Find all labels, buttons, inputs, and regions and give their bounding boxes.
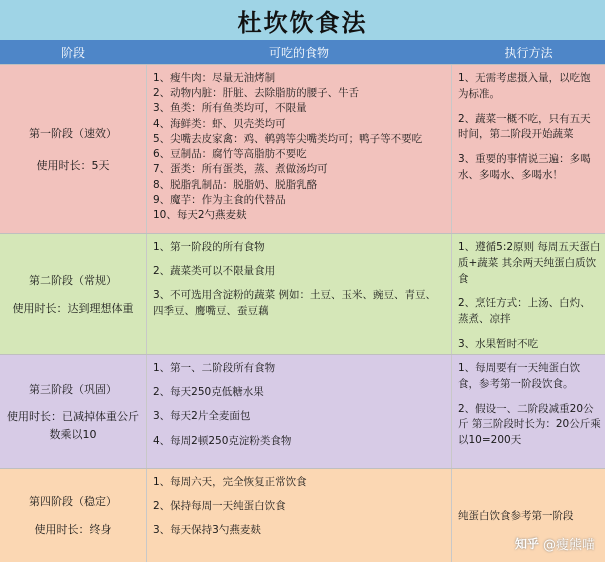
method-item: 2、假设一、二阶段减重20公斤 第三阶段时长为：20公斤乘以10=200天 bbox=[458, 402, 601, 446]
table-header bbox=[0, 40, 605, 64]
stage-cell bbox=[0, 355, 146, 469]
watermark-author: @瘦熊喵 bbox=[542, 538, 595, 553]
method-item: 纯蛋白饮食参考第一阶段 bbox=[458, 509, 574, 522]
stage-name: 第四阶段（稳定） bbox=[29, 494, 117, 508]
food-cell bbox=[146, 469, 452, 562]
stage-name: 第一阶段（速效） bbox=[29, 126, 117, 140]
food-cell bbox=[146, 355, 452, 469]
food-item: 3、鱼类：所有鱼类均可，不限量 bbox=[153, 102, 307, 115]
method-item: 1、无需考虑摄入量，以吃饱为标准。 bbox=[458, 72, 591, 100]
method-item: 1、遵循5:2原则 每周五天蛋白质+蔬菜 其余两天纯蛋白质饮食 bbox=[458, 241, 601, 285]
food-item: 7、蛋类：所有蛋类，蒸、煮做汤均可 bbox=[153, 163, 328, 176]
method-item: 3、重要的事情说三遍：多喝水、多喝水、多喝水！ bbox=[458, 153, 591, 181]
food-item: 2、蔬菜类可以不限量食用 bbox=[153, 265, 276, 278]
food-item: 9、魔芋：作为主食的代替品 bbox=[153, 193, 286, 206]
table-row-stage-1 bbox=[0, 64, 605, 234]
stage-cell bbox=[0, 234, 146, 355]
stage-duration: 使用时长：5天 bbox=[36, 158, 110, 172]
header-food: 可吃的食物 bbox=[268, 45, 329, 60]
stage-name: 第三阶段（巩固） bbox=[29, 382, 117, 396]
stage-cell bbox=[0, 469, 146, 562]
method-item: 3、水果暂时不吃 bbox=[458, 337, 539, 350]
method-item: 1、每周要有一天纯蛋白饮食，参考第一阶段饮食。 bbox=[458, 362, 581, 390]
stage-duration: 使用时长：终身 bbox=[34, 522, 112, 536]
food-item: 3、每天2片全麦面包 bbox=[153, 410, 251, 423]
header-method: 执行方法 bbox=[504, 45, 553, 60]
food-item: 10、每天2勺燕麦麸 bbox=[153, 208, 247, 221]
food-item: 1、每周六天，完全恢复正常饮食 bbox=[153, 476, 307, 488]
food-item: 6、豆制品：腐竹等高脂肪不要吃 bbox=[153, 148, 307, 161]
food-cell bbox=[146, 65, 452, 234]
stage-duration: 使用时长：已减掉体重公斤数乘以10 bbox=[7, 410, 139, 441]
food-item: 3、每天保持3勺燕麦麸 bbox=[153, 524, 261, 537]
header-stage: 阶段 bbox=[60, 45, 85, 60]
stage-cell bbox=[0, 65, 146, 234]
food-item: 8、脱脂乳制品：脱脂奶、脱脂乳酪 bbox=[153, 178, 318, 191]
stage-duration: 使用时长：达到理想体重 bbox=[12, 301, 134, 315]
method-item: 2、蔬菜一概不吃，只有五天时间，第二阶段开始蔬菜 bbox=[458, 112, 591, 141]
food-item: 2、每天250克低糖水果 bbox=[153, 386, 264, 399]
table-row-stage-2 bbox=[0, 233, 605, 355]
food-cell bbox=[146, 234, 452, 355]
table-row-stage-3 bbox=[0, 354, 605, 469]
food-item: 1、第一、二阶段所有食物 bbox=[153, 362, 276, 374]
food-item: 4、每周2顿250克淀粉类食物 bbox=[153, 434, 292, 447]
method-cell bbox=[452, 234, 605, 355]
zhihu-logo: 知乎 bbox=[514, 537, 539, 551]
page-title: 杜坎饮食法 bbox=[0, 0, 605, 40]
stage-name: 第二阶段（常规） bbox=[29, 273, 117, 287]
method-item: 2、烹饪方式：上汤、白灼、蒸煮、凉拌 bbox=[458, 297, 591, 325]
food-item: 4、海鲜类：虾、贝壳类均可 bbox=[153, 117, 286, 130]
food-item: 3、不可选用含淀粉的蔬菜 例如：土豆、玉米、豌豆、青豆、四季豆、鹰嘴豆、蚕豆藕 bbox=[153, 289, 437, 317]
food-item: 5、尖嘴去皮家禽：鸡、鹌鹑等尖嘴类均可；鸭子等不要吃 bbox=[153, 132, 423, 145]
food-item: 2、动物内脏：肝脏、去除脂肪的腰子、牛舌 bbox=[153, 87, 360, 100]
food-item: 1、第一阶段的所有食物 bbox=[153, 241, 265, 253]
food-item: 2、保持每周一天纯蛋白饮食 bbox=[153, 500, 286, 513]
method-cell bbox=[452, 65, 605, 234]
method-cell bbox=[452, 355, 605, 469]
food-item: 1、瘦牛肉：尽量无油烤制 bbox=[153, 72, 276, 84]
watermark bbox=[515, 534, 595, 553]
